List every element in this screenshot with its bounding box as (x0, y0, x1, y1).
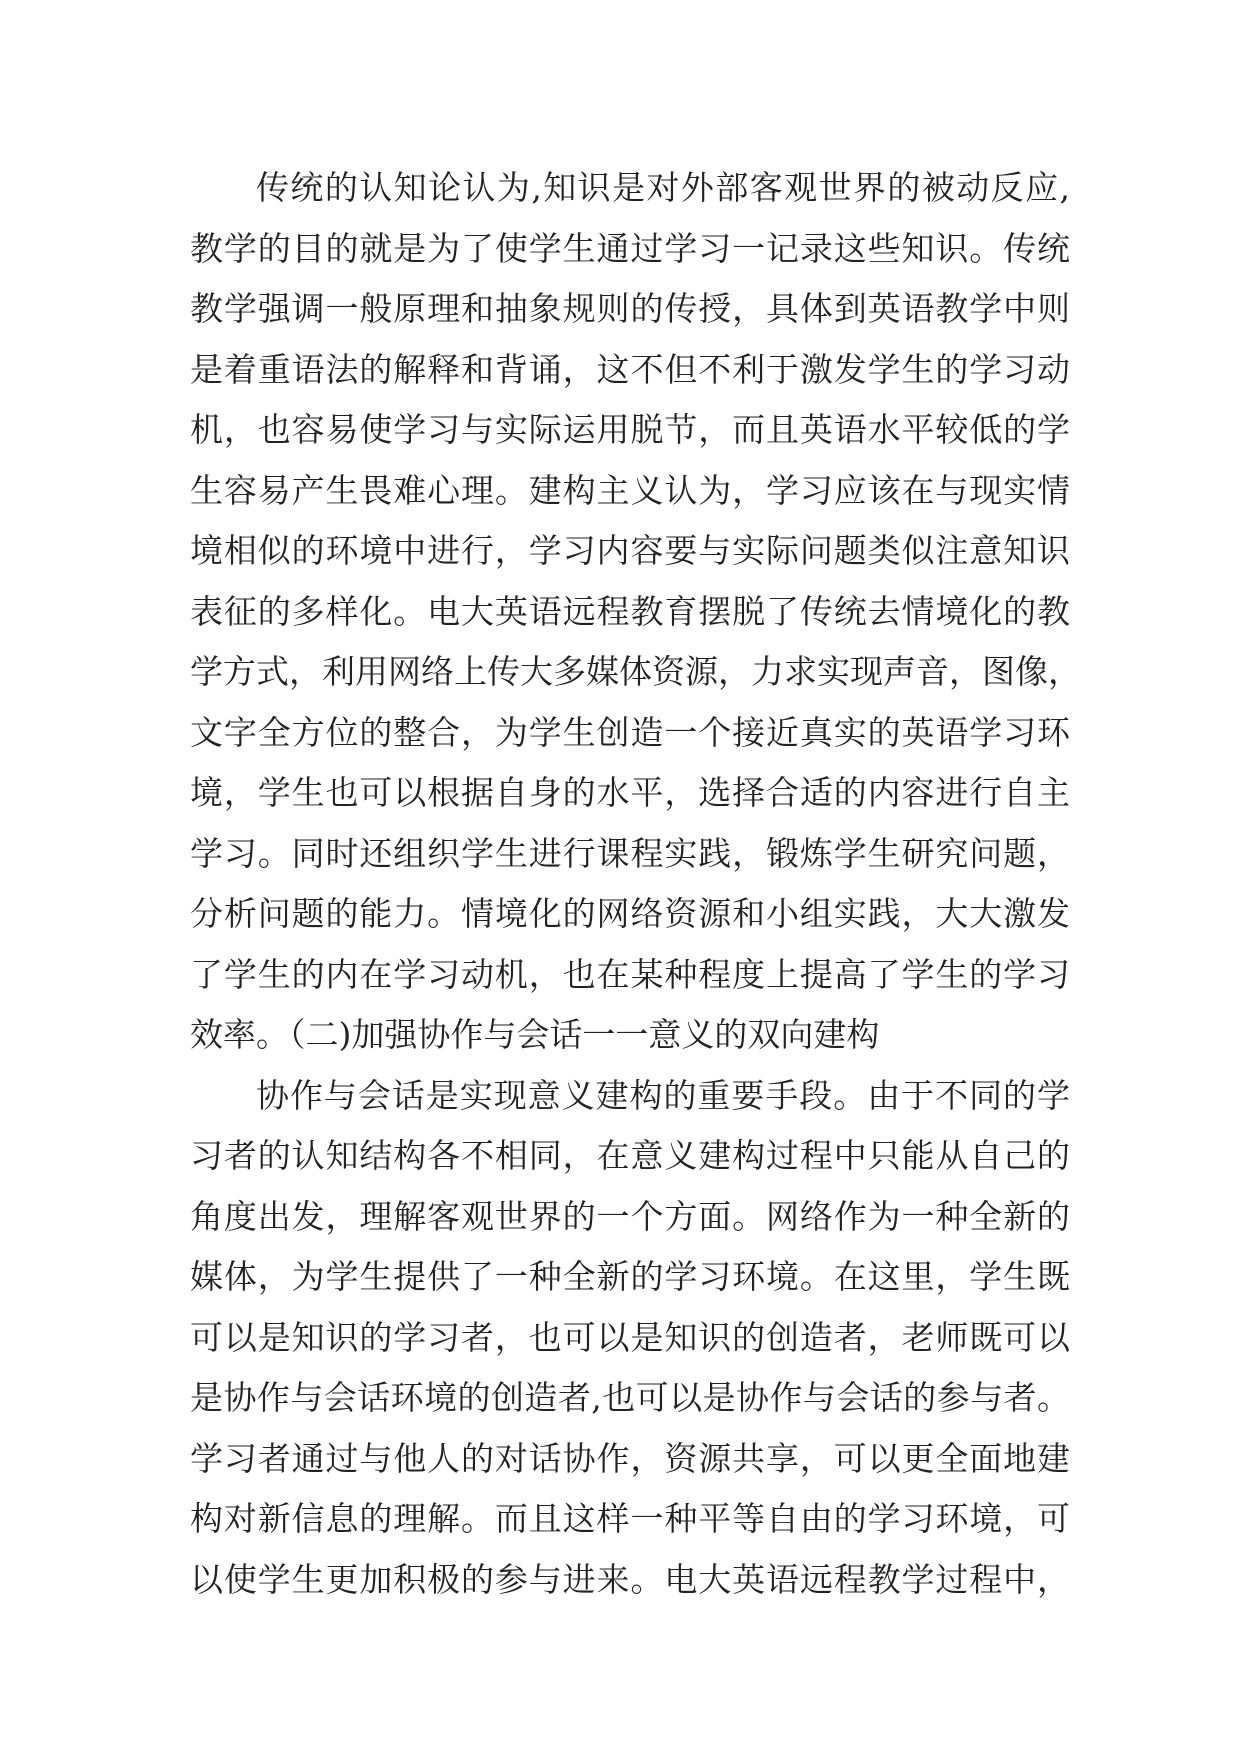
text-line: 表征的多样化。电大英语远程教育摆脱了传统去情境化的教 (190, 591, 1070, 631)
text-line-paragraph-2-start: 协作与会话是实现意义建构的重要手段。由于不同的学 (256, 1075, 1070, 1115)
text-line: 了学生的内在学习动机，也在某种程度上提高了学生的学习 (190, 954, 1070, 994)
text-line: 学习者通过与他人的对话协作，资源共享，可以更全面地建 (190, 1438, 1070, 1478)
text-line: 文字全方位的整合，为学生创造一个接近真实的英语学习环 (190, 712, 1070, 752)
text-line-paragraph-1-start: 传统的认知论认为,知识是对外部客观世界的被动反应, (256, 168, 1070, 207)
text-line: 可以是知识的学习者，也可以是知识的创造者，老师既可以 (190, 1317, 1070, 1357)
text-line: 境，学生也可以根据自身的水平，选择合适的内容进行自主 (190, 773, 1070, 812)
text-line: 教学的目的就是为了使学生通过学习一记录这些知识。传统 (190, 228, 1070, 268)
text-line: 是协作与会话环境的创造者,也可以是协作与会话的参与者。 (190, 1378, 1070, 1417)
text-line: 境相似的环境中进行，学习内容要与实际问题类似注意知识 (190, 531, 1070, 570)
text-line: 学习。同时还组织学生进行课程实践，锻炼学生研究问题， (190, 833, 1070, 873)
text-line-with-section-heading: 效率。（二)加强协作与会话一一意义的双向建构 (190, 1015, 880, 1054)
text-line: 构对新信息的理解。而且这样一种平等自由的学习环境，可 (190, 1499, 1070, 1538)
text-line: 教学强调一般原理和抽象规则的传授，具体到英语教学中则 (190, 289, 1070, 328)
text-line: 角度出发，理解客观世界的一个方面。网络作为一种全新的 (190, 1196, 1070, 1236)
text-line: 学方式，利用网络上传大多媒体资源，力求实现声音，图像， (190, 652, 1081, 691)
text-line: 分析问题的能力。情境化的网络资源和小组实践，大大激发 (190, 894, 1070, 933)
text-line: 生容易产生畏难心理。建构主义认为，学习应该在与现实情 (190, 470, 1070, 510)
body-text (190, 158, 1081, 1610)
text-line: 机，也容易使学习与实际运用脱节，而且英语水平较低的学 (190, 410, 1070, 449)
text-line: 媒体，为学生提供了一种全新的学习环境。在这里，学生既 (190, 1257, 1070, 1296)
text-line: 习者的认知结构各不相同，在意义建构过程中只能从自己的 (190, 1136, 1070, 1175)
text-line: 是着重语法的解释和背诵，这不但不利于激发学生的学习动 (190, 349, 1070, 389)
text-line: 以使学生更加积极的参与进来。电大英语远程教学过程中， (190, 1559, 1070, 1599)
